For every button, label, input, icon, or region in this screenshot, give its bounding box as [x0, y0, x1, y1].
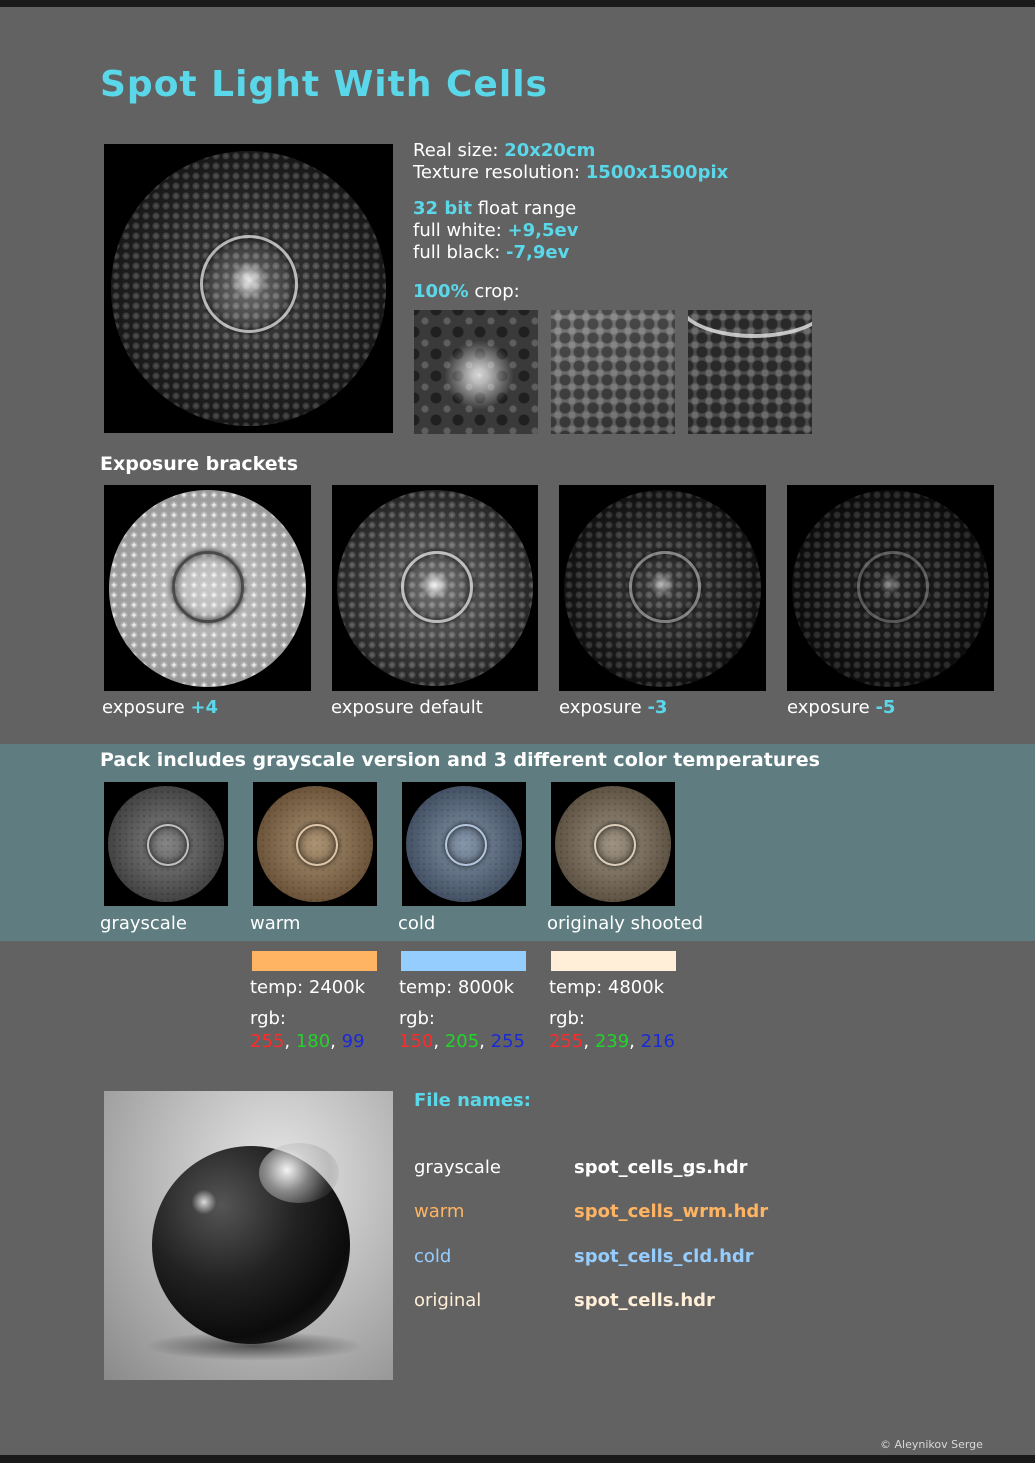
cold-temp: temp: 8000k [399, 977, 515, 998]
full-white-line [413, 220, 578, 242]
bit-depth-value: 32 bit [413, 198, 472, 219]
pack-image-grayscale [104, 782, 228, 906]
cold-rgb-values: 150, 205, 255 [399, 1031, 525, 1052]
sphere-render-image [104, 1091, 393, 1380]
original-rgb-label: rgb: [549, 1008, 585, 1029]
bit-depth-line [413, 198, 576, 220]
pack-caption-cold: cold [398, 913, 436, 934]
crop-value: 100% [413, 281, 469, 302]
crop-label: crop: [468, 281, 520, 302]
crop-line [413, 281, 520, 303]
file-label-warm: warm [414, 1201, 465, 1222]
crop-image-ring [688, 310, 812, 434]
top-border [0, 0, 1035, 7]
crop-image-center [414, 310, 538, 434]
full-black-line [413, 242, 569, 264]
main-preview-image [104, 144, 393, 433]
file-label-cold: cold [414, 1246, 452, 1267]
file-name-original: spot_cells.hdr [574, 1290, 715, 1311]
exposure-image-plus4 [104, 485, 311, 691]
cold-color-swatch [401, 951, 526, 971]
full-white-label: full white: [413, 220, 508, 241]
full-black-value: -7,9ev [506, 242, 570, 263]
pack-caption-original: originaly shooted [547, 913, 704, 934]
pack-image-original [551, 782, 675, 906]
file-name-cold: spot_cells_cld.hdr [574, 1246, 754, 1267]
pack-caption-grayscale: grayscale [100, 913, 187, 934]
real-size-label: Real size: [413, 140, 505, 161]
full-white-value: +9,5ev [507, 220, 579, 241]
file-label-grayscale: grayscale [414, 1157, 501, 1178]
pack-heading: Pack includes grayscale version and 3 different color temperatures [100, 749, 820, 771]
exposure-image-minus5 [787, 485, 994, 691]
exposure-image-minus3 [559, 485, 766, 691]
full-black-label: full black: [413, 242, 507, 263]
original-temp: temp: 4800k [549, 977, 665, 998]
file-names-heading: File names: [414, 1090, 531, 1111]
file-name-grayscale: spot_cells_gs.hdr [574, 1157, 748, 1178]
real-size-value: 20x20cm [504, 140, 596, 161]
exposure-caption-1: exposure +4 [102, 697, 219, 718]
crop-image-edge [551, 310, 675, 434]
texture-resolution-line [413, 162, 728, 184]
warm-color-swatch [252, 951, 377, 971]
exposure-caption-3: exposure -3 [559, 697, 668, 718]
copyright-notice: © Aleynikov Serge [880, 1438, 983, 1451]
warm-temp: temp: 2400k [250, 977, 366, 998]
file-label-original: original [414, 1290, 482, 1311]
bottom-border [0, 1455, 1035, 1463]
exposure-heading: Exposure brackets [100, 453, 299, 475]
pack-caption-warm: warm [250, 913, 301, 934]
real-size-line [413, 140, 595, 162]
original-color-swatch [551, 951, 676, 971]
texture-resolution-label: Texture resolution: [413, 162, 586, 183]
pack-image-cold [402, 782, 526, 906]
warm-rgb-label: rgb: [250, 1008, 286, 1029]
page-title: Spot Light With Cells [100, 64, 548, 105]
exposure-caption-4: exposure -5 [787, 697, 896, 718]
texture-resolution-value: 1500x1500pix [585, 162, 729, 183]
bit-depth-label: float range [471, 198, 577, 219]
file-name-warm: spot_cells_wrm.hdr [574, 1201, 769, 1222]
pack-image-warm [253, 782, 377, 906]
warm-rgb-values: 255, 180, 99 [250, 1031, 365, 1052]
original-rgb-values: 255, 239, 216 [549, 1031, 675, 1052]
exposure-image-default [332, 485, 538, 691]
exposure-caption-2: exposure default [331, 697, 483, 718]
cold-rgb-label: rgb: [399, 1008, 435, 1029]
